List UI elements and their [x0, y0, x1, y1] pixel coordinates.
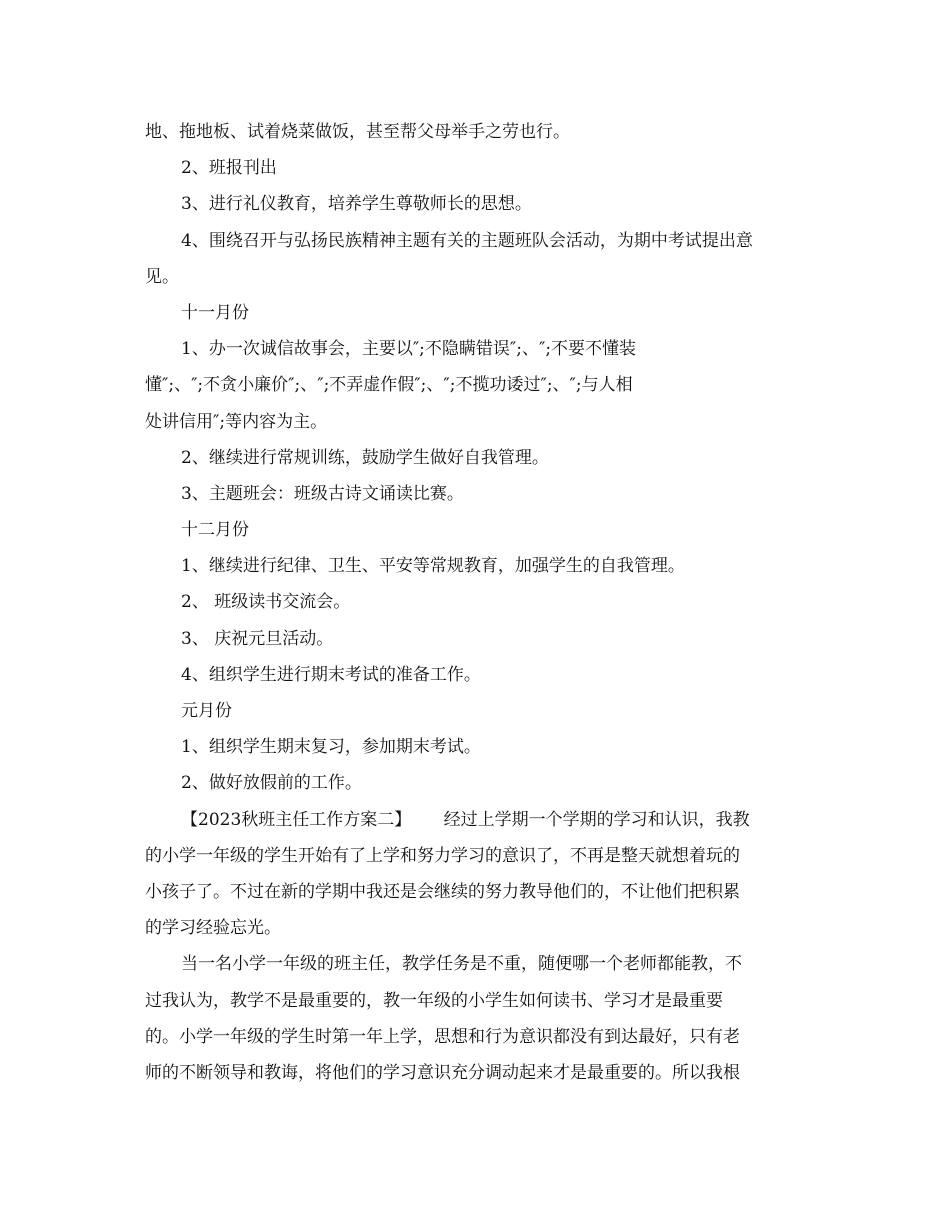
- list-item: 2、 班级读书交流会。: [181, 592, 351, 613]
- document-body: [145, 114, 800, 1091]
- text-line: 懂″;、″;不贪小廉价″;、″;不弄虚作假″;、″;不揽功诿过″;、″;与人相: [145, 375, 633, 396]
- section-heading: 十一月份: [181, 302, 249, 323]
- section-heading: 十二月份: [181, 520, 249, 541]
- text-line: 的学习经验忘光。: [145, 918, 281, 939]
- list-item: 1、组织学生期末复习，参加期末考试。: [181, 737, 481, 758]
- text-line: 师的不断领导和教诲，将他们的学习意识充分调动起来才是最重要的。所以我根: [145, 1062, 740, 1083]
- text-line: 的小学一年级的学生开始有了上学和努力学习的意识了，不再是整天就想着玩的: [145, 845, 740, 866]
- paragraph-start: 【2023秋班主任工作方案二】 经过上学期一个学期的学习和认识，我教: [181, 809, 750, 830]
- text-line: 过我认为，教学不是最重要的，教一年级的小学生如何读书、学习才是最重要: [145, 990, 723, 1011]
- text-line: 的。小学一年级的学生时第一年上学，思想和行为意识都没有到达最好，只有老: [145, 1026, 740, 1047]
- list-item: 1、继续进行纪律、卫生、平安等常规教育，加强学生的自我管理。: [181, 556, 685, 577]
- list-item: 3、主题班会：班级古诗文诵读比赛。: [181, 483, 464, 504]
- list-item: 4、组织学生进行期末考试的准备工作。: [181, 664, 481, 685]
- section-heading: 元月份: [181, 701, 232, 721]
- paragraph-start: 当一名小学一年级的班主任，教学任务是不重，随便哪一个老师都能教，不: [181, 954, 742, 975]
- list-item: 1、办一次诚信故事会，主要以″;不隐瞒错误″;、″;不要不懂装: [181, 339, 637, 360]
- list-item: 2、班报刊出: [181, 158, 277, 179]
- text-line: 处讲信用″;等内容为主。: [145, 411, 328, 432]
- list-item: 3、进行礼仪教育，培养学生尊敬师长的思想。: [181, 194, 532, 215]
- text-line: 小孩子了。不过在新的学期中我还是会继续的努力教导他们的，不让他们把积累: [145, 881, 740, 902]
- list-item: 3、 庆祝元旦活动。: [181, 628, 334, 649]
- list-item: 2、做好放假前的工作。: [181, 773, 362, 794]
- text-line: 地、拖地板、试着烧菜做饭，甚至帮父母举手之劳也行。: [145, 122, 570, 142]
- text-line: 见。: [145, 266, 179, 287]
- list-item: 2、继续进行常规训练，鼓励学生做好自我管理。: [181, 447, 549, 468]
- list-item: 4、围绕召开与弘扬民族精神主题有关的主题班队会活动，为期中考试提出意: [181, 230, 753, 251]
